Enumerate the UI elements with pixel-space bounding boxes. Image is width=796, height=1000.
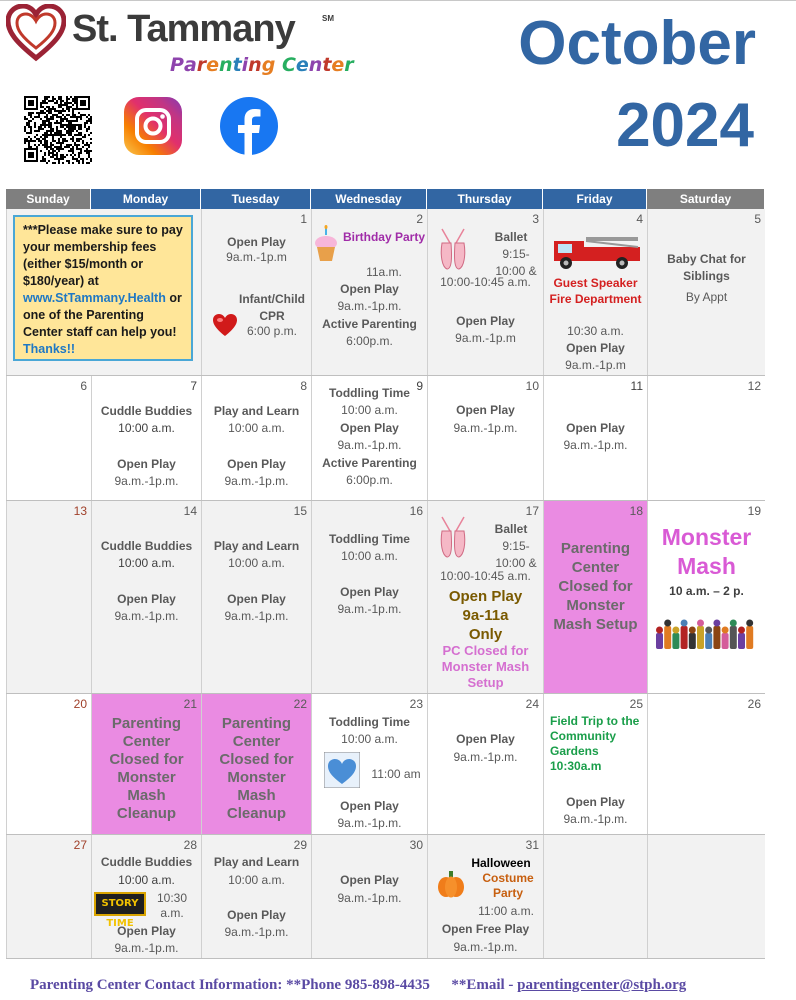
event-time: 9a.m.-1p.m. xyxy=(337,891,402,905)
day-cell-31[interactable] xyxy=(427,835,543,958)
event-time: 9a.m.-1p.m. xyxy=(453,750,518,764)
event-title: Open Play xyxy=(566,795,625,809)
weekday-tuesday: Tuesday xyxy=(201,189,311,209)
membership-notice-cell xyxy=(6,209,201,375)
day-cell-14[interactable] xyxy=(91,501,201,693)
day-cell-7[interactable] xyxy=(91,376,201,500)
day-number: 18 xyxy=(629,504,643,518)
weekday-monday: Monday xyxy=(91,189,201,209)
facebook-icon[interactable] xyxy=(220,97,278,155)
event-title: Open Play xyxy=(456,732,515,746)
event-title: Play and Learn xyxy=(213,855,300,869)
day-cell-9[interactable] xyxy=(311,376,427,500)
event-time: 9a.m.-1p.m xyxy=(226,250,287,264)
day-cell-29[interactable] xyxy=(201,835,311,958)
day-number: 26 xyxy=(747,697,761,711)
event-time: 9a.m.-1p.m. xyxy=(224,474,289,488)
contact-phone: Parenting Center Contact Information: **Phone 985-898-4435 xyxy=(30,977,430,993)
event-title: Open Play xyxy=(566,421,625,435)
event-time: 10 a.m. – 2 p. xyxy=(669,584,744,598)
week-row-2 xyxy=(6,376,765,501)
day-cell-6[interactable] xyxy=(6,376,91,500)
day-number: 8 xyxy=(300,379,307,393)
week-row-3 xyxy=(6,501,765,694)
event-time: 10:00 a.m. xyxy=(118,556,175,570)
day-cell-15[interactable] xyxy=(201,501,311,693)
week-row-4 xyxy=(6,694,765,835)
event-time: 9a.m.-1p.m xyxy=(565,358,626,372)
day-cell-10[interactable] xyxy=(427,376,543,500)
empty-cell xyxy=(647,835,765,958)
contact-email-label: **Email - xyxy=(451,977,514,993)
day-cell-4[interactable] xyxy=(543,209,647,375)
day-number: 12 xyxy=(747,379,761,393)
event-title: Open Play xyxy=(456,314,515,328)
event-title: Open Play xyxy=(340,873,399,887)
day-number: 10 xyxy=(525,379,539,393)
day-cell-5[interactable] xyxy=(647,209,765,375)
monster-mash-title: Monster Mash xyxy=(661,524,752,579)
event-time: 9a.m.-1p.m. xyxy=(114,609,179,623)
notice-text-2: or one of the Parenting Center staff can help you! xyxy=(23,291,182,339)
day-number: 24 xyxy=(525,697,539,711)
event-time: By Appt xyxy=(685,290,728,304)
story-time-badge: STORY TIME xyxy=(94,892,146,916)
logo-name: St. Tammany xyxy=(72,8,295,50)
day-number: 13 xyxy=(73,504,87,518)
day-number: 16 xyxy=(409,504,423,518)
event-title: Open Play xyxy=(117,924,176,938)
monsters-illustration-icon xyxy=(652,613,756,649)
day-cell-19[interactable] xyxy=(647,501,765,693)
day-number: 9 xyxy=(416,379,423,393)
event-time: 6:00p.m. xyxy=(346,473,393,487)
event-title: Cuddle Buddies xyxy=(100,855,193,869)
ballet-shoes-icon xyxy=(438,515,468,559)
event-title: Infant/Child CPR xyxy=(239,292,305,323)
event-title: Active Parenting xyxy=(322,456,417,470)
event-title: Open Free Play xyxy=(441,922,530,936)
event-time: 9a.m.-1p.m. xyxy=(563,812,628,826)
event-time: 10:00-10:45 a.m. xyxy=(440,569,531,583)
day-number: 25 xyxy=(629,697,643,711)
event-title: Open Play xyxy=(340,282,399,296)
event-time: 9:15-10:00 & xyxy=(495,247,537,278)
pc-closed-note: PC Closed for Monster Mash Setup xyxy=(441,643,530,690)
weekday-friday: Friday xyxy=(543,189,647,209)
event-time: 11a.m. xyxy=(366,265,402,279)
event-time: 10:00 a.m. xyxy=(228,421,285,435)
notice-thanks: Thanks!! xyxy=(23,342,76,356)
event-time: 9a.m.-1p.m. xyxy=(114,941,179,955)
event-time: 10:00 a.m. xyxy=(341,549,398,563)
week-row-1 xyxy=(6,209,765,376)
day-cell-30[interactable] xyxy=(311,835,427,958)
event-time: 10:00-10:45 a.m. xyxy=(440,275,531,289)
day-number: 30 xyxy=(409,838,423,852)
event-time: 10:00 a.m. xyxy=(341,732,398,746)
day-cell-22[interactable] xyxy=(201,694,311,834)
event-time: 9a.m.-1p.m. xyxy=(224,609,289,623)
calendar xyxy=(6,189,765,959)
costume-party-title: Costume Party xyxy=(482,871,534,900)
event-title: Open Play xyxy=(117,457,176,471)
day-number: 6 xyxy=(80,379,87,393)
event-time: 11:00 a.m. xyxy=(478,904,534,918)
day-number: 20 xyxy=(73,697,87,711)
day-cell-21[interactable] xyxy=(91,694,201,834)
day-cell-12[interactable] xyxy=(647,376,765,500)
day-cell-28[interactable] xyxy=(91,835,201,958)
event-title: Baby Chat for Siblings xyxy=(667,252,746,283)
event-time: 9a.m.-1p.m. xyxy=(337,299,402,313)
empty-cell xyxy=(543,835,647,958)
love-on-a-leash-badge xyxy=(324,752,360,788)
day-cell-8[interactable] xyxy=(201,376,311,500)
event-time: 9a.m.-1p.m. xyxy=(337,816,402,830)
open-play-limited: Open Play 9a-11a Only xyxy=(448,588,523,643)
qr-code-icon xyxy=(24,96,92,164)
weekday-thursday: Thursday xyxy=(427,189,543,209)
event-time: 10:30 a.m. xyxy=(567,324,624,338)
day-number: 21 xyxy=(183,697,197,711)
day-number: 27 xyxy=(73,838,87,852)
field-trip-title: Field Trip to the Community Gardens 10:30a.m xyxy=(550,714,640,773)
day-number: 31 xyxy=(525,838,539,852)
weekday-wednesday: Wednesday xyxy=(311,189,427,209)
day-number: 1 xyxy=(300,212,307,226)
day-number: 19 xyxy=(747,504,761,518)
pumpkin-icon xyxy=(436,869,466,899)
day-cell-3[interactable] xyxy=(427,209,543,375)
day-cell-26[interactable] xyxy=(647,694,765,834)
day-cell-25[interactable] xyxy=(543,694,647,834)
day-cell-13[interactable] xyxy=(6,501,91,693)
event-title: Open Play xyxy=(340,421,399,435)
event-title: Cuddle Buddies xyxy=(100,404,193,418)
event-time: 10:00 a.m. xyxy=(341,403,398,417)
day-cell-20[interactable] xyxy=(6,694,91,834)
instagram-icon[interactable] xyxy=(124,97,182,155)
event-title: Toddling Time xyxy=(329,532,410,546)
event-time: 10:00 a.m. xyxy=(118,873,175,887)
event-title: Active Parenting xyxy=(322,317,417,331)
top-rule xyxy=(0,0,796,1)
event-title: Open Play xyxy=(340,799,399,813)
event-time: 10:00 a.m. xyxy=(228,556,285,570)
day-cell-23[interactable] xyxy=(311,694,427,834)
day-number: 17 xyxy=(525,504,539,518)
event-time: 10:00 a.m. xyxy=(228,873,285,887)
st-tammany-logo xyxy=(4,2,354,82)
day-number: 3 xyxy=(532,212,539,226)
day-number: 11 xyxy=(630,379,643,393)
event-title: Ballet xyxy=(494,522,528,536)
day-cell-17[interactable] xyxy=(427,501,543,693)
event-title: Play and Learn xyxy=(213,404,300,418)
event-time: 9a.m.-1p.m. xyxy=(337,602,402,616)
day-number: 15 xyxy=(293,504,307,518)
cupcake-icon xyxy=(314,225,338,265)
day-cell-11[interactable] xyxy=(543,376,647,500)
contact-footer xyxy=(30,977,686,994)
day-number: 4 xyxy=(636,212,643,226)
event-title: Cuddle Buddies xyxy=(100,539,193,553)
day-cell-2[interactable] xyxy=(311,209,427,375)
heart-logo-icon xyxy=(6,4,66,62)
event-time: 10:30 a.m. xyxy=(156,891,188,920)
event-title: Open Play xyxy=(227,592,286,606)
day-number: 7 xyxy=(190,379,197,393)
day-cell-16[interactable] xyxy=(311,501,427,693)
membership-notice xyxy=(13,215,193,361)
day-number: 22 xyxy=(293,697,307,711)
event-time: 9a.m.-1p.m. xyxy=(337,438,402,452)
weekday-saturday: Saturday xyxy=(647,189,765,209)
weekday-sunday: Sunday xyxy=(6,189,91,209)
event-title: Play and Learn xyxy=(213,539,300,553)
fire-truck-icon xyxy=(552,231,644,271)
day-cell-1[interactable] xyxy=(201,209,311,375)
month-title: October xyxy=(518,9,756,78)
ballet-shoes-icon xyxy=(438,227,468,271)
event-title: Open Play xyxy=(566,341,625,355)
event-time: 9a.m.-1p.m. xyxy=(563,438,628,452)
event-title: Open Play xyxy=(456,403,515,417)
event-time: 9a.m.-1p.m xyxy=(455,331,516,345)
guest-speaker-title: Guest Speaker Fire Department xyxy=(549,276,642,306)
day-cell-24[interactable] xyxy=(427,694,543,834)
event-title: Toddling Time xyxy=(329,715,410,729)
event-title: Open Play xyxy=(227,457,286,471)
closed-notice: Parenting Center Closed for Monster Mash Cleanup xyxy=(219,715,294,822)
day-cell-27[interactable] xyxy=(6,835,91,958)
year-title: 2024 xyxy=(616,91,754,160)
halloween-title: Halloween xyxy=(471,856,531,870)
event-time: 11:00 am xyxy=(371,767,421,781)
day-number: 23 xyxy=(409,697,423,711)
birthday-party-title: Birthday Party xyxy=(342,230,426,244)
event-time: 6:00p.m. xyxy=(346,334,393,348)
logo-subtitle: Parenting Center xyxy=(170,54,354,76)
event-title: Open Play xyxy=(227,235,286,249)
event-time: 9a.m.-1p.m. xyxy=(453,421,518,435)
day-number: 28 xyxy=(183,838,197,852)
event-time: 10:00 a.m. xyxy=(118,421,175,435)
event-time: 9a.m.-1p.m. xyxy=(114,474,179,488)
closed-notice: Parenting Center Closed for Monster Mash Setup xyxy=(553,540,638,633)
event-title: Toddling Time xyxy=(329,386,410,400)
event-title: Open Play xyxy=(117,592,176,606)
notice-link[interactable]: www.StTammany.Health xyxy=(23,291,166,305)
closed-notice: Parenting Center Closed for Monster Mash Cleanup xyxy=(109,715,184,822)
contact-email-link[interactable]: parentingcenter@stph.org xyxy=(517,977,687,993)
day-number: 29 xyxy=(293,838,307,852)
event-title: Open Play xyxy=(340,585,399,599)
day-cell-18[interactable] xyxy=(543,501,647,693)
event-title: Ballet xyxy=(494,230,528,244)
event-time: 9:15-10:00 & xyxy=(495,539,537,570)
event-time: 6:00 p.m. xyxy=(246,324,298,338)
day-number: 14 xyxy=(183,504,197,518)
week-row-5 xyxy=(6,835,765,959)
logo-service-mark: SM xyxy=(322,14,334,23)
weekday-header xyxy=(6,189,765,209)
event-time: 9a.m.-1p.m. xyxy=(453,940,518,954)
notice-text: ***Please make sure to pay your membership fees (either $15/month or $180/year) at xyxy=(23,223,183,288)
event-title: Open Play xyxy=(227,908,286,922)
day-number: 2 xyxy=(416,212,423,226)
day-number: 5 xyxy=(754,212,761,226)
event-time: 9a.m.-1p.m. xyxy=(224,925,289,939)
